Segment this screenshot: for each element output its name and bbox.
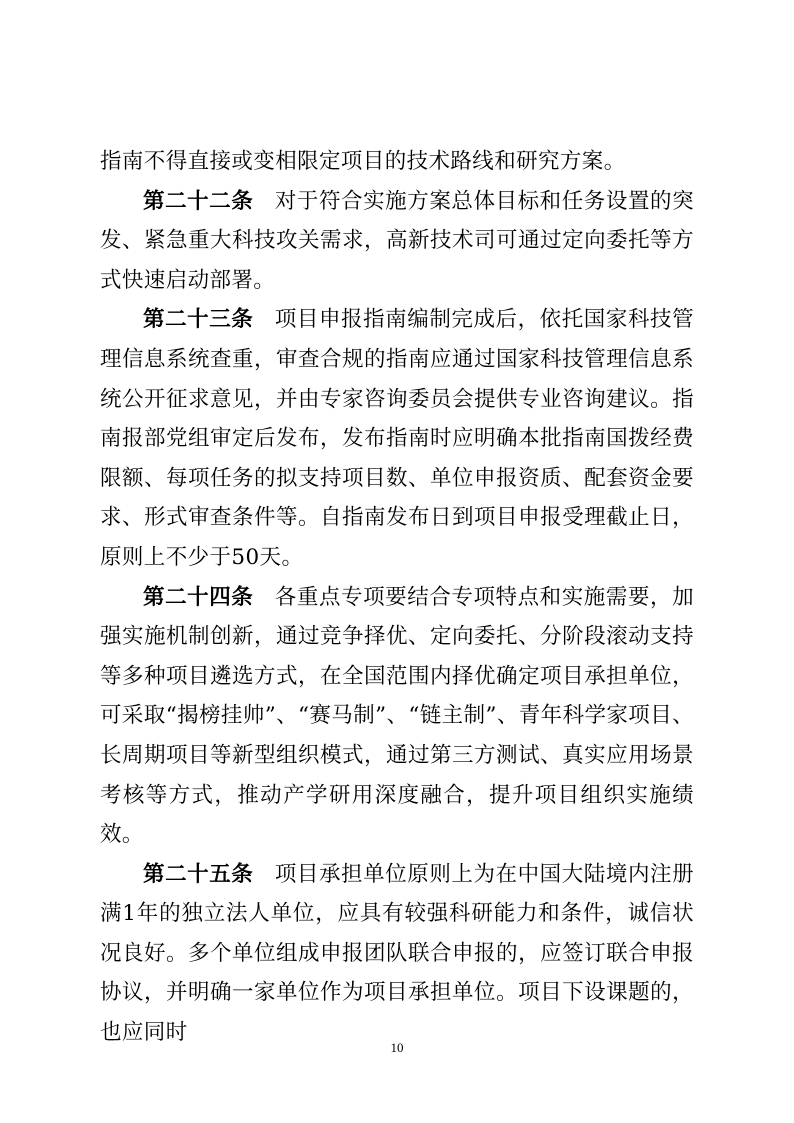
article-title: 第二十三条: [143, 307, 254, 333]
paragraph-text: 项目承担单位原则上为在中国大陆境内注册满1年的独立法人单位，应具有较强科研能力和条件，诚信状况良好。多个单位组成申报团队联合申报的，应签订联合申报协议，并明确一家单位作为项目承担单位。项目下设课题的，也应同时: [100, 861, 694, 1046]
paragraph-text: 对于符合实施方案总体目标和任务设置的突发、紧急重大科技攻关需求，高新技术司可通过定向委托等方式快速启动部署。: [100, 188, 694, 293]
page-number: 10: [390, 1040, 404, 1055]
article-25: [100, 855, 694, 1053]
article-24: [100, 578, 694, 855]
article-22: [100, 182, 694, 301]
article-title: 第二十五条: [143, 861, 254, 887]
paragraph-continuation: [100, 142, 694, 182]
body-text: [100, 142, 694, 1053]
article-23: [100, 300, 694, 577]
paragraph-text: 指南不得直接或变相限定项目的技术路线和研究方案。: [100, 149, 626, 174]
paragraph-text: 各重点专项要结合专项特点和实施需要，加强实施机制创新，通过竞争择优、定向委托、分阶段滚动支持等多种项目遴选方式，在全国范围内择优确定项目承担单位，可采取“揭榜挂帅”、“赛马制”、“链主制”、青年科学家项目、长周期项目等新型组织模式，通过第三方测试、真实应用场景考核等方式，推动产学研用深度融合，提升项目组织实施绩效。: [100, 584, 694, 848]
article-title: 第二十四条: [143, 584, 254, 610]
paragraph-text: 项目申报指南编制完成后，依托国家科技管理信息系统查重，审查合规的指南应通过国家科技管理信息系统公开征求意见，并由专家咨询委员会提供专业咨询建议。指南报部党组审定后发布，发布指南时应明确本批指南国拨经费限额、每项任务的拟支持项目数、单位申报资质、配套资金要求、形式审查条件等。自指南发布日到项目申报受理截止日，原则上不少于50天。: [100, 307, 694, 570]
article-title: 第二十二条: [143, 188, 254, 214]
